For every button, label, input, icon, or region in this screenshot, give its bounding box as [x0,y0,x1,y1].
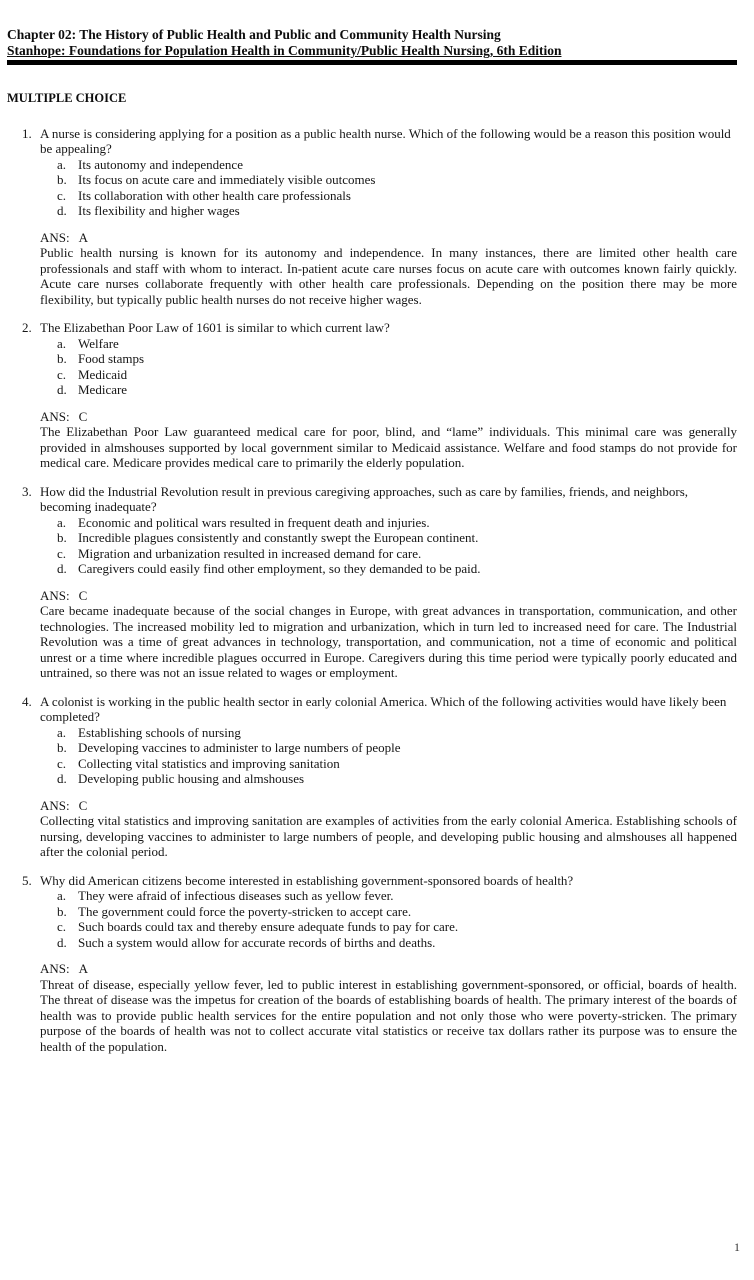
option-letter: a. [57,156,67,172]
option-row-c [40,188,737,204]
option-text: Caregivers could easily find other employment, so they demanded to be paid. [78,561,481,576]
answer-label: ANS: [40,961,70,976]
answer-block [40,230,737,308]
option-letter: b. [57,172,67,187]
option-row-d [40,771,737,787]
answer-line [40,961,737,977]
section-heading: MULTIPLE CHOICE [7,91,127,105]
option-text: Migration and urbanization resulted in increased demand for care. [78,545,422,561]
option-text: Collecting vital statistics and improving sanitation [78,755,340,771]
option-text: Welfare [78,335,119,351]
answer-label: ANS: [40,797,70,813]
option-text: Medicaid [78,366,128,382]
option-row-a [40,888,737,904]
option-text: Its focus on acute care and immediately visible outcomes [78,172,376,187]
option-letter: d. [57,934,67,950]
option-row-a [40,725,737,741]
question-content [40,484,737,681]
option-row-b [40,351,737,367]
option-letter: b. [57,740,67,755]
option-row-b [40,904,737,920]
answer-block [40,961,737,1054]
question-list [0,126,754,1055]
answer-rationale: Threat of disease, especially yellow fever, led to public interest in establishing government-sponsored, or official, boards of health. The threat of disease was the impetus for creation of the boards of establishing boards of health. The primary interest of the boards of health was to provide public health services for the entire population and not only those who were poverty-stricken. The primary purpose of the boards of health was not to collect accurate vital statistics or receive tax dollars rather its purpose was to ensure the health of the population. [40,976,737,1054]
chapter-title: Chapter 02: The History of Public Health and Public and Community Health Nursing [7,27,501,42]
question-content [40,873,737,1055]
answer-block [40,409,737,471]
answer-letter: C [78,797,88,813]
option-letter: d. [57,203,67,218]
option-text: Economic and political wars resulted in frequent death and injuries. [78,514,430,530]
answer-label: ANS: [40,229,70,245]
option-text: Its flexibility and higher wages [78,203,240,218]
option-row-c [40,756,737,772]
question-number: 2. [22,320,32,335]
header-divider-rule [7,60,737,65]
answer-label: ANS: [40,587,70,603]
option-letter: c. [57,366,67,382]
question-number: 4. [22,693,32,709]
answer-rationale: Collecting vital statistics and improving sanitation are examples of activities from the early colonial America. Establishing schools of nursing, developing vaccines to administer to large numbers of people, and developing public housing and almshouses all happened after the colonial period. [40,813,737,859]
answer-letter: C [78,587,88,603]
option-text: Food stamps [78,351,145,366]
option-letter: c. [57,187,67,203]
option-letter: b. [57,530,67,545]
question-stem: How did the Industrial Revolution result in previous caregiving approaches, such as care by families, friends, and neighbors, becoming inadequate? [40,483,689,514]
question-number: 1. [22,125,32,141]
option-text: Such a system would allow for accurate records of births and deaths. [78,934,436,950]
option-text: The government could force the poverty-stricken to accept care. [78,903,412,919]
option-row-d [40,382,737,398]
option-text: Such boards could tax and thereby ensure adequate funds to pay for care. [78,919,459,934]
option-letter: a. [57,724,67,740]
answer-line [40,409,737,425]
question-content [40,320,737,471]
option-row-a [40,515,737,531]
question-number: 5. [22,872,32,888]
option-letter: b. [57,351,67,366]
option-row-b [40,530,737,546]
question-block-4 [22,694,737,860]
page-number: 1 [734,1239,740,1254]
question-block-1 [22,126,737,308]
option-row-c [40,367,737,383]
option-letter: a. [57,335,67,351]
option-text: Incredible plagues consistently and constantly swept the European continent. [78,530,479,545]
answer-block [40,798,737,860]
option-row-c [40,546,737,562]
book-title: Stanhope: Foundations for Population Health in Community/Public Health Nursing, 6th Edition [7,43,562,58]
answer-letter: A [78,961,89,976]
option-row-b [40,172,737,188]
answer-label: ANS: [40,408,70,424]
option-row-d [40,203,737,219]
question-content [40,126,737,308]
question-stem: Why did American citizens become interested in establishing government-sponsored boards of health? [40,872,574,888]
option-text: They were afraid of infectious diseases such as yellow fever. [78,888,394,903]
answer-rationale: Public health nursing is known for its autonomy and independence. In many instances, there are limited other health care professionals and staff with whom to interact. In-patient acute care nurses focus on acute care with outcomes known fairly quickly. Acute care nurses collaborate frequently with other health care professionals. Depending on the position there may be more flexibility, but typically public health nurses do not receive higher wages. [40,245,737,307]
answer-line [40,798,737,814]
question-block-3 [22,484,737,681]
answer-letter: A [78,229,89,245]
option-letter: a. [57,514,67,530]
option-letter: d. [57,382,67,397]
option-letter: d. [57,561,67,576]
option-row-a [40,336,737,352]
option-text: Medicare [78,382,128,397]
option-row-a [40,157,737,173]
option-text: Its autonomy and independence [78,156,243,172]
option-letter: a. [57,888,67,903]
question-stem: A nurse is considering applying for a position as a public health nurse. Which of the following would be a reason this position would be appealing? [40,125,731,156]
question-stem: A colonist is working in the public health sector in early colonial America. Which of the following activities would have likely been completed? [40,693,727,724]
option-text: Developing public housing and almshouses [78,771,305,786]
answer-letter: C [78,408,88,424]
question-block-5 [22,873,737,1055]
option-letter: d. [57,771,67,786]
question-block-2 [22,320,737,471]
option-text: Developing vaccines to administer to large numbers of people [78,740,401,755]
answer-block [40,588,737,681]
option-text: Its collaboration with other health care professionals [78,187,351,203]
question-number: 3. [22,483,32,499]
option-row-d [40,935,737,951]
answer-rationale: Care became inadequate because of the social changes in Europe, with great advances in transportation, communication, and other technologies. The increased mobility led to migration and urbanization, which in turn led to increased need for care. The Industrial Revolution was a time of great advances in technology, transportation, and communication, not a time of economic and political unrest or a time where incredible plagues occurred in Europe. Caregivers during this time period were typically poorly educated and untrained, so there was not an issue related to wages or employment. [40,603,737,680]
document-header [0,0,754,59]
option-letter: b. [57,903,67,919]
option-letter: c. [57,545,67,561]
answer-rationale: The Elizabethan Poor Law guaranteed medical care for poor, blind, and “lame” individuals. This minimal care was generally provided in almshouses supported by local government similar to Medicaid assistance. Welfare and food stamps do not provide for medical care. Medicare provides medical care to primarily the elderly population. [40,424,737,470]
option-letter: c. [57,919,67,934]
question-stem: The Elizabethan Poor Law of 1601 is similar to which current law? [40,320,390,335]
option-row-b [40,740,737,756]
option-letter: c. [57,755,67,771]
option-text: Establishing schools of nursing [78,724,241,740]
answer-line [40,230,737,246]
answer-line [40,588,737,604]
option-row-c [40,919,737,935]
question-content [40,694,737,860]
option-row-d [40,561,737,577]
